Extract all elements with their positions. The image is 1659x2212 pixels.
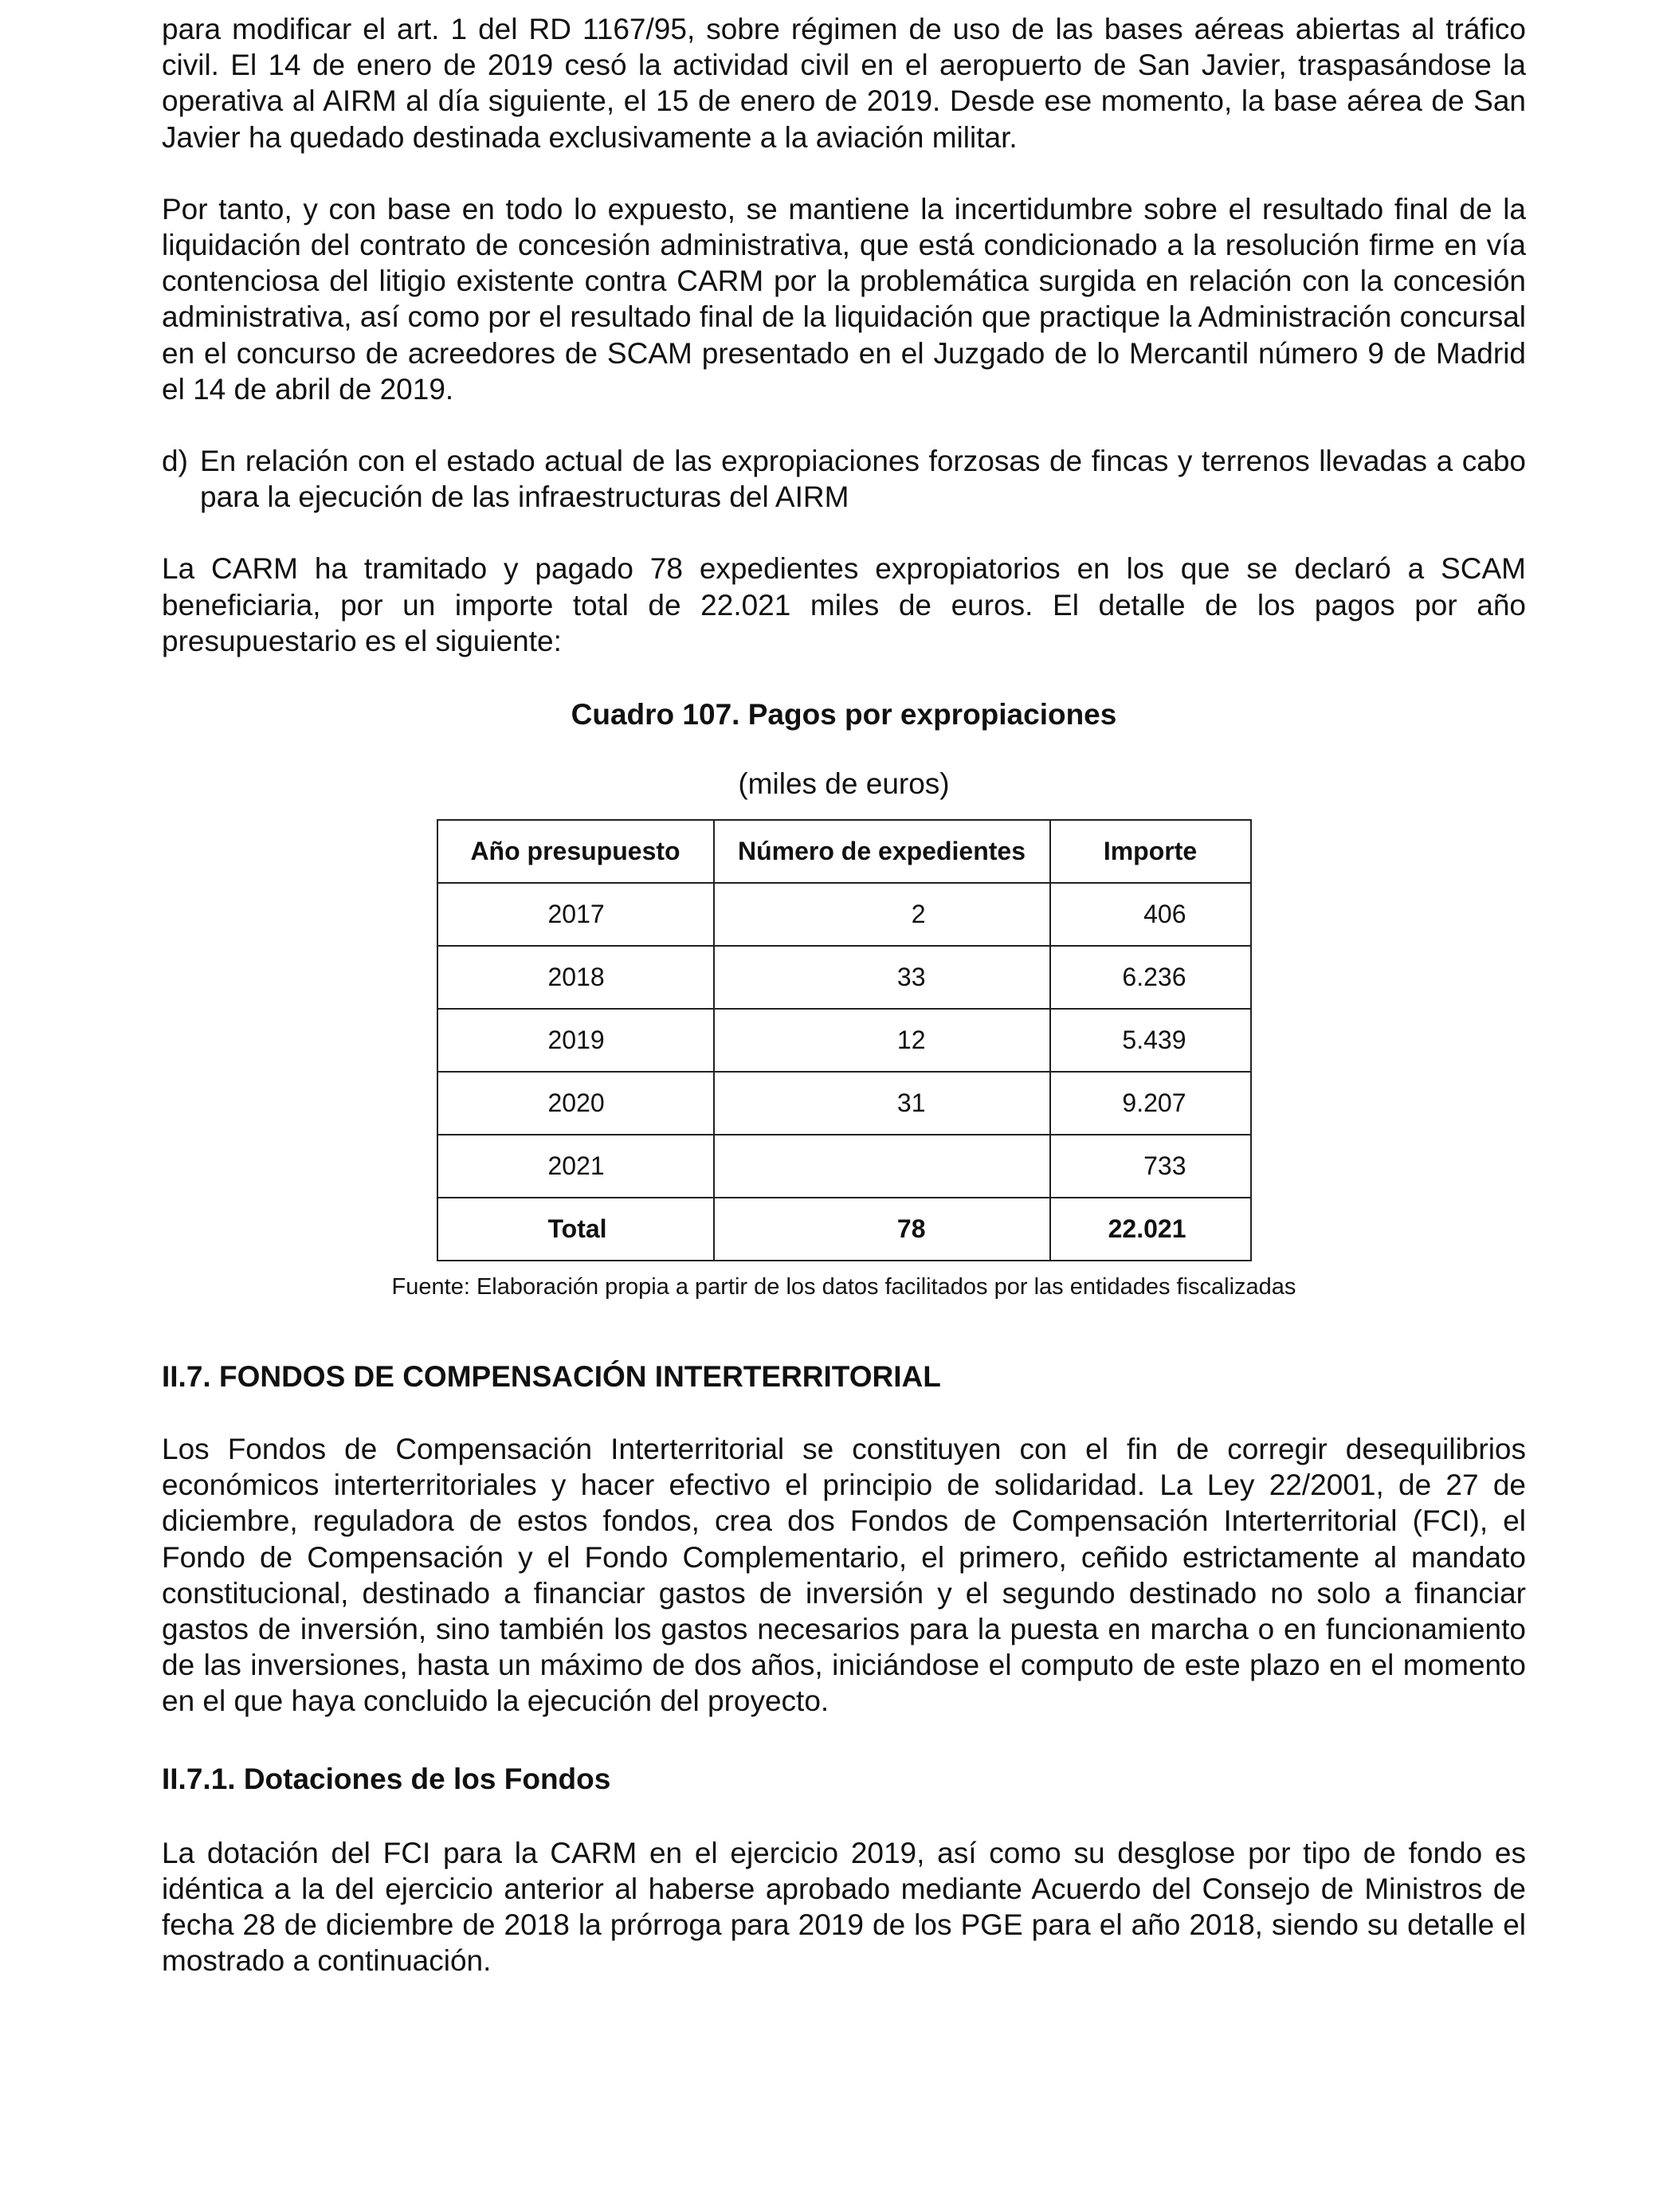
paragraph-fci-allocation: La dotación del FCI para la CARM en el ejercicio 2019, así como su desglose por tipo de fondo es idéntica a la del ejercicio anterior al haberse aprobado mediante Acuerdo del Consejo de Ministros de fecha 28 de diciembre de 2018 la prórroga para 2019 de los PGE para el año 2018, siendo su detalle el mostrado a continuación. xyxy=(162,1836,1526,1978)
cell-amount: 6.236 xyxy=(1050,946,1251,1009)
table-row xyxy=(437,1072,1251,1135)
cell-total-label: Total xyxy=(437,1198,714,1261)
cell-count xyxy=(714,1135,1050,1198)
cell-year: 2019 xyxy=(437,1009,714,1072)
table-title: Cuadro 107. Pagos por expropiaciones xyxy=(571,698,1117,731)
cell-year: 2021 xyxy=(437,1135,714,1198)
table-header-row xyxy=(437,820,1251,883)
expropriation-payments-table xyxy=(437,819,1252,1261)
cell-amount: 733 xyxy=(1050,1135,1251,1198)
column-header-year: Año presupuesto xyxy=(437,820,714,883)
document-page xyxy=(162,11,1526,1979)
list-item-expropriations xyxy=(162,443,1526,515)
cell-count: 12 xyxy=(714,1009,1050,1072)
table-row xyxy=(437,1009,1251,1072)
cell-total-amount: 22.021 xyxy=(1050,1198,1251,1261)
cell-year: 2020 xyxy=(437,1072,714,1135)
section-heading: II.7. FONDOS DE COMPENSACIÓN INTERTERRITORIAL xyxy=(162,1360,941,1394)
cell-count: 31 xyxy=(714,1072,1050,1135)
paragraph-expropriation-payments: La CARM ha tramitado y pagado 78 expedientes expropiatorios en los que se declaró a SCAM beneficiaria, por un importe total de 22.021 miles de euros. El detalle de los pagos por año presupuestario es el siguiente: xyxy=(162,552,1526,657)
cell-year: 2017 xyxy=(437,883,714,946)
paragraph-airport-civil-activity: para modificar el art. 1 del RD 1167/95, sobre régimen de uso de las bases aéreas abiertas al tráfico civil. El 14 de enero de 2019 cesó la actividad civil en el aeropuerto de San Javier, traspasándose la operativa al AIRM al día siguiente, el 15 de enero de 2019. Desde ese momento, la base aérea de San Javier ha quedado destinada exclusivamente a la aviación militar. xyxy=(162,13,1526,154)
paragraph-fci-description: Los Fondos de Compensación Interterritorial se constituyen con el fin de corregir desequilibrios económicos interterritoriales y hacer efectivo el principio de solidaridad. La Ley 22/2001, de 27 de diciembre, reguladora de estos fondos, crea dos Fondos de Compensación Interterritorial (FCI), el Fondo de Compensación y el Fondo Complementario, el primero, ceñido estrictamente al mandato constitucional, destinado a financiar gastos de inversión y el segundo destinado no solo a financiar gastos de inversión, sino también los gastos necesarios para la puesta en marcha o en funcionamiento de las inversiones, hasta un máximo de dos años, iniciándose el computo de este plazo en el momento en el que haya concluido la ejecución del proyecto. xyxy=(162,1433,1526,1718)
table-source-note: Fuente: Elaboración propia a partir de los datos facilitados por las entidades fiscalizadas xyxy=(391,1274,1296,1300)
cell-count: 2 xyxy=(714,883,1050,946)
table-total-row xyxy=(437,1198,1251,1261)
table-row xyxy=(437,946,1251,1009)
table-row xyxy=(437,1135,1251,1198)
cell-year: 2018 xyxy=(437,946,714,1009)
column-header-count: Número de expedientes xyxy=(714,820,1050,883)
paragraph-concession-uncertainty: Por tanto, y con base en todo lo expuesto, se mantiene la incertidumbre sobre el resultado final de la liquidación del contrato de concesión administrativa, que está condicionado a la resolución firme en vía contenciosa del litigio existente contra CARM por la problemática surgida en relación con la concesión administrativa, así como por el resultado final de la liquidación que practique la Administración concursal en el concurso de acreedores de SCAM presentado en el Juzgado de lo Mercantil número 9 de Madrid el 14 de abril de 2019. xyxy=(162,192,1526,406)
list-item-text: En relación con el estado actual de las expropiaciones forzosas de fincas y terrenos llevadas a cabo para la ejecución de las infraestructuras del AIRM xyxy=(200,445,1526,514)
cell-amount: 5.439 xyxy=(1050,1009,1251,1072)
table-subtitle: (miles de euros) xyxy=(738,767,950,801)
cell-count: 33 xyxy=(714,946,1050,1009)
cell-amount: 406 xyxy=(1050,883,1251,946)
table-row xyxy=(437,883,1251,946)
subsection-heading: II.7.1. Dotaciones de los Fondos xyxy=(162,1762,611,1795)
list-marker: d) xyxy=(162,445,188,478)
cell-total-count: 78 xyxy=(714,1198,1050,1261)
cell-amount: 9.207 xyxy=(1050,1072,1251,1135)
column-header-amount: Importe xyxy=(1050,820,1251,883)
